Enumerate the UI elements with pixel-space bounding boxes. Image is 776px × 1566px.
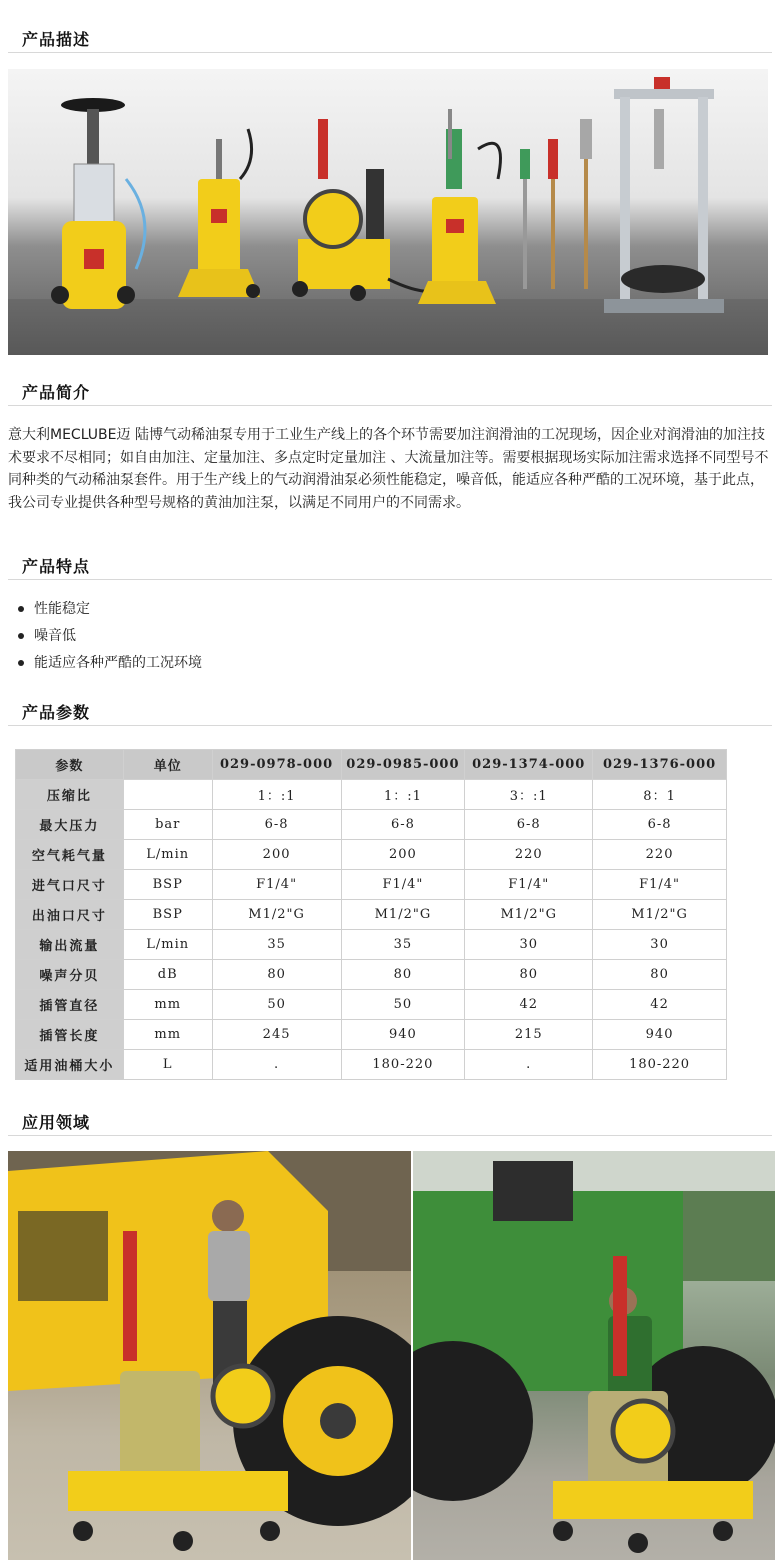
bullet-icon xyxy=(18,660,24,666)
table-cell: M1/2"G xyxy=(341,900,465,930)
table-row xyxy=(16,1050,727,1080)
table-cell: BSP xyxy=(123,900,212,930)
table-cell: 200 xyxy=(212,840,341,870)
parameter-label: 适用油桶大小 xyxy=(16,1050,124,1080)
table-header-cell: 参数 xyxy=(16,750,124,780)
section-header-features xyxy=(0,550,776,580)
table-cell: 245 xyxy=(212,1020,341,1050)
parameter-label: 插管直径 xyxy=(16,990,124,1020)
table-cell: BSP xyxy=(123,870,212,900)
table-cell: M1/2"G xyxy=(465,900,593,930)
table-cell: 180-220 xyxy=(593,1050,727,1080)
section-divider xyxy=(8,725,772,726)
parameter-label: 噪声分贝 xyxy=(16,960,124,990)
drum-pumps-product xyxy=(520,119,592,289)
oil-drainer-product xyxy=(51,98,145,309)
section-title: 产品描述 xyxy=(22,30,91,49)
table-cell: 1：:1 xyxy=(212,780,341,810)
table-row xyxy=(16,990,727,1020)
parameter-label: 最大压力 xyxy=(16,810,124,840)
table-cell: 940 xyxy=(341,1020,465,1050)
table-cell: 50 xyxy=(341,990,465,1020)
section-divider xyxy=(8,579,772,580)
table-cell: M1/2"G xyxy=(212,900,341,930)
feature-item: 噪音低 xyxy=(18,625,202,652)
section-title: 应用领域 xyxy=(22,1113,91,1132)
table-cell: F1/4" xyxy=(465,870,593,900)
table-row xyxy=(16,930,727,960)
table-cell: 220 xyxy=(593,840,727,870)
section-header-intro xyxy=(0,376,776,406)
table-cell: 940 xyxy=(593,1020,727,1050)
table-cell: L xyxy=(123,1050,212,1080)
section-header-application xyxy=(0,1106,776,1136)
table-header-cell: 029-0985-000 xyxy=(341,750,465,780)
application-photo-tractor xyxy=(413,1151,775,1560)
table-cell: 6-8 xyxy=(465,810,593,840)
table-row xyxy=(16,1020,727,1050)
table-cell: 30 xyxy=(465,930,593,960)
table-cell: . xyxy=(212,1050,341,1080)
table-row xyxy=(16,810,727,840)
table-cell: 30 xyxy=(593,930,727,960)
hose-reel-cart-product xyxy=(292,119,448,301)
table-header-cell: 029-1376-000 xyxy=(593,750,727,780)
table-row xyxy=(16,870,727,900)
table-cell: 42 xyxy=(593,990,727,1020)
parameter-label: 空气耗气量 xyxy=(16,840,124,870)
table-cell: F1/4" xyxy=(212,870,341,900)
table-cell: 6-8 xyxy=(212,810,341,840)
section-divider xyxy=(8,1135,772,1136)
section-title: 产品参数 xyxy=(22,703,91,722)
product-lineup-image xyxy=(8,69,768,355)
table-header-cell: 单位 xyxy=(123,750,212,780)
bullet-icon xyxy=(18,606,24,612)
table-cell: . xyxy=(465,1050,593,1080)
table-cell: 1：:1 xyxy=(341,780,465,810)
section-divider xyxy=(8,405,772,406)
table-cell: M1/2"G xyxy=(593,900,727,930)
table-cell: 200 xyxy=(341,840,465,870)
table-header-cell: 029-1374-000 xyxy=(465,750,593,780)
table-cell: 8：1 xyxy=(593,780,727,810)
table-cell: 220 xyxy=(465,840,593,870)
feature-item: 性能稳定 xyxy=(18,598,202,625)
table-cell: F1/4" xyxy=(341,870,465,900)
table-cell: 80 xyxy=(465,960,593,990)
table-cell: L/min xyxy=(123,930,212,960)
parameter-label: 压缩比 xyxy=(16,780,124,810)
section-header-params xyxy=(0,696,776,726)
table-cell: 6-8 xyxy=(341,810,465,840)
table-cell: 50 xyxy=(212,990,341,1020)
bullet-icon xyxy=(18,633,24,639)
parameter-label: 输出流量 xyxy=(16,930,124,960)
table-cell: bar xyxy=(123,810,212,840)
table-cell: 180-220 xyxy=(341,1050,465,1080)
table-cell: dB xyxy=(123,960,212,990)
table-cell: 80 xyxy=(341,960,465,990)
application-photo-loader xyxy=(8,1151,411,1560)
section-title: 产品特点 xyxy=(22,557,91,576)
table-cell: 6-8 xyxy=(593,810,727,840)
table-cell: 35 xyxy=(212,930,341,960)
table-cell: 3：:1 xyxy=(465,780,593,810)
table-cell: mm xyxy=(123,990,212,1020)
parameter-label: 出油口尺寸 xyxy=(16,900,124,930)
parameters-table xyxy=(15,749,727,1080)
grease-pump-cart-product xyxy=(178,129,260,298)
table-cell: F1/4" xyxy=(593,870,727,900)
table-cell xyxy=(123,780,212,810)
table-cell: 42 xyxy=(465,990,593,1020)
section-title: 产品简介 xyxy=(22,383,91,402)
parameter-label: 进气口尺寸 xyxy=(16,870,124,900)
table-row xyxy=(16,840,727,870)
table-row xyxy=(16,900,727,930)
table-cell: 80 xyxy=(212,960,341,990)
table-cell: 215 xyxy=(465,1020,593,1050)
green-head-grease-pump-product xyxy=(418,109,501,304)
table-row xyxy=(16,780,727,810)
table-cell: 80 xyxy=(593,960,727,990)
table-row xyxy=(16,960,727,990)
parameter-label: 插管长度 xyxy=(16,1020,124,1050)
feature-item: 能适应各种严酷的工况环境 xyxy=(18,652,202,679)
table-cell: L/min xyxy=(123,840,212,870)
table-header-row xyxy=(16,750,727,780)
table-cell: 35 xyxy=(341,930,465,960)
table-header-cell: 029-0978-000 xyxy=(212,750,341,780)
features-list xyxy=(18,598,202,679)
section-header-description xyxy=(0,23,776,53)
table-cell: mm xyxy=(123,1020,212,1050)
intro-paragraph: 意大利MECLUBE迈 陆博气动稀油泵专用于工业生产线上的各个环节需要加注润滑油的工况现场，因企业对润滑油的加注技术要求不尽相同；如自由加注、定量加注、多点定时定量加注 、大流量加注等。需要根据现场实际加注需求选择不同型号不同种类的气动稀油泵套件。用于生产线上的气动润滑油泵必须性能稳定，噪音低，能适应各种严酷的工况环境，基于此点，我公司专业提供各种型号规格的黄油加注泵，以满足不同用户的不同需求。 xyxy=(8,427,769,511)
frame-lift-pump-product xyxy=(604,77,724,313)
section-divider xyxy=(8,52,772,53)
